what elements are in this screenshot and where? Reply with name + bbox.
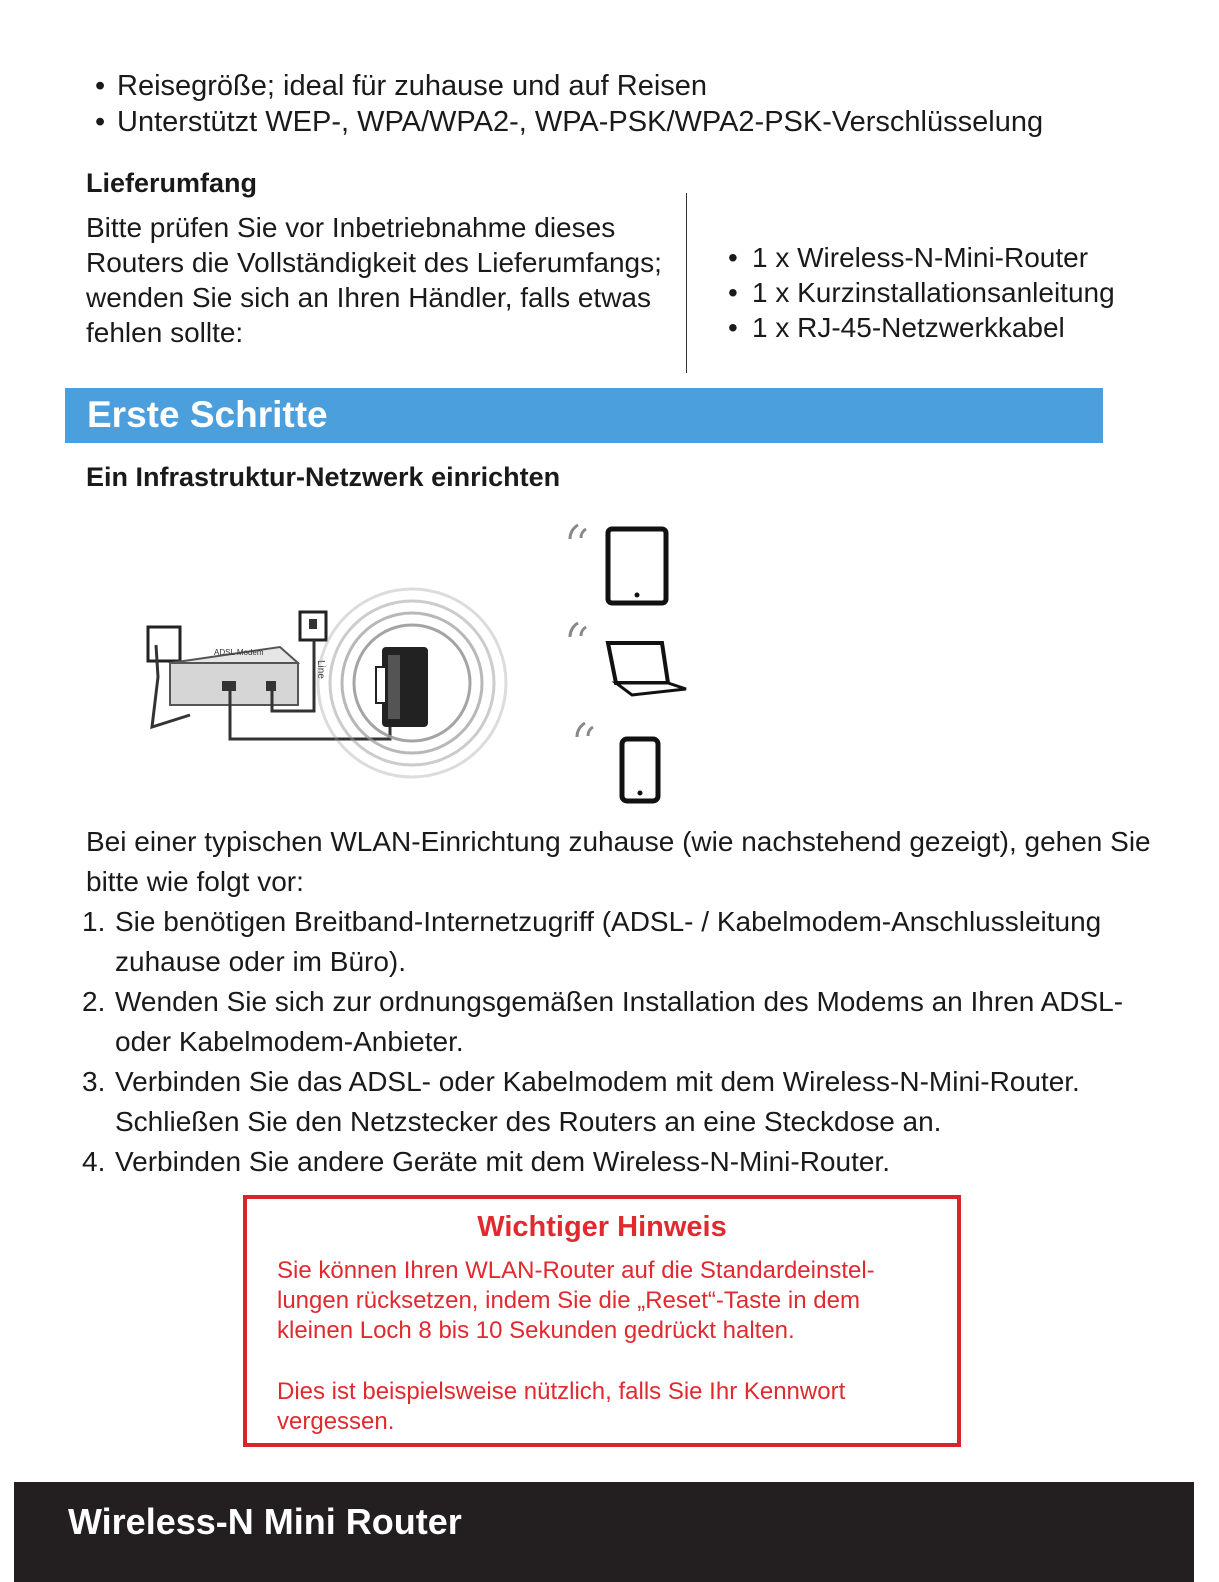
package-item: • 1 x Kurzinstallationsanleitung — [728, 277, 1115, 308]
modem-label: ADSL Modem — [214, 648, 264, 657]
infra-subheading: Ein Infrastruktur-Netzwerk einrichten — [86, 462, 561, 492]
network-diagram — [130, 495, 730, 815]
infra-intro: Bei einer typischen WLAN-Einrichtung zuhause (wie nachstehend gezeigt), gehen Sie bitte wie folgt vor: — [86, 826, 1151, 897]
laptop-icon — [570, 623, 686, 695]
package-item: • 1 x RJ-45-Netzwerkkabel — [728, 312, 1065, 343]
smartphone-icon — [577, 723, 658, 801]
important-notice — [243, 1195, 961, 1447]
package-title: Lieferumfang — [86, 168, 258, 198]
mini-router-icon — [376, 647, 428, 727]
tablet-icon — [570, 525, 666, 603]
modem-icon — [170, 647, 298, 705]
feature-item: • Unterstützt WEP-, WPA/WPA2-, WPA-PSK/WPA2-PSK-Verschlüsselung — [95, 106, 1044, 138]
notice-reset-text: Sie können Ihren WLAN-Router auf die Standardeinstel-lungen rücksetzen, indem Sie die „Reset“-Taste in dem kleinen Loch 8 bis 10 Sekunden gedrückt halten. — [277, 1257, 875, 1344]
package-items — [728, 240, 1115, 345]
notice-password-text: Dies ist beispielsweise nützlich, falls Sie Ihr Kennwort vergessen. — [277, 1378, 846, 1435]
feature-item: • Reisegröße; ideal für zuhause und auf Reisen — [95, 70, 708, 102]
package-intro: Bitte prüfen Sie vor Inbetriebnahme dieses Routers die Vollständigkeit des Lieferumfangs; wenden Sie sich an Ihren Händler, falls etwas fehlen sollte: — [86, 212, 662, 348]
step-item: 2. Wenden Sie sich zur ordnungsgemäßen Installation des Modems an Ihren ADSL- oder Kabelmodem-Anbieter. — [82, 986, 1124, 1057]
setup-steps — [82, 902, 1182, 1182]
line-label: Line — [315, 660, 326, 679]
footer-title: Wireless-N Mini Router — [68, 1501, 462, 1542]
section-title: Erste Schritte — [87, 394, 328, 435]
step-item: 4. Verbinden Sie andere Geräte mit dem Wireless-N-Mini-Router. — [82, 1146, 890, 1177]
section-header — [65, 388, 1103, 443]
step-item: 3. Verbinden Sie das ADSL- oder Kabelmodem mit dem Wireless-N-Mini-Router. Schließen Sie den Netzstecker des Routers an eine Steckdose an. — [82, 1066, 1080, 1137]
notice-title: Wichtiger Hinweis — [477, 1211, 727, 1243]
footer — [14, 1482, 1194, 1582]
package-item: • 1 x Wireless-N-Mini-Router — [728, 242, 1089, 273]
step-item: 1. Sie benötigen Breitband-Internetzugriff (ADSL- / Kabelmodem-Anschlussleitung zuhause oder im Büro). — [82, 906, 1102, 977]
divider — [686, 193, 687, 373]
feature-list — [95, 68, 1043, 140]
